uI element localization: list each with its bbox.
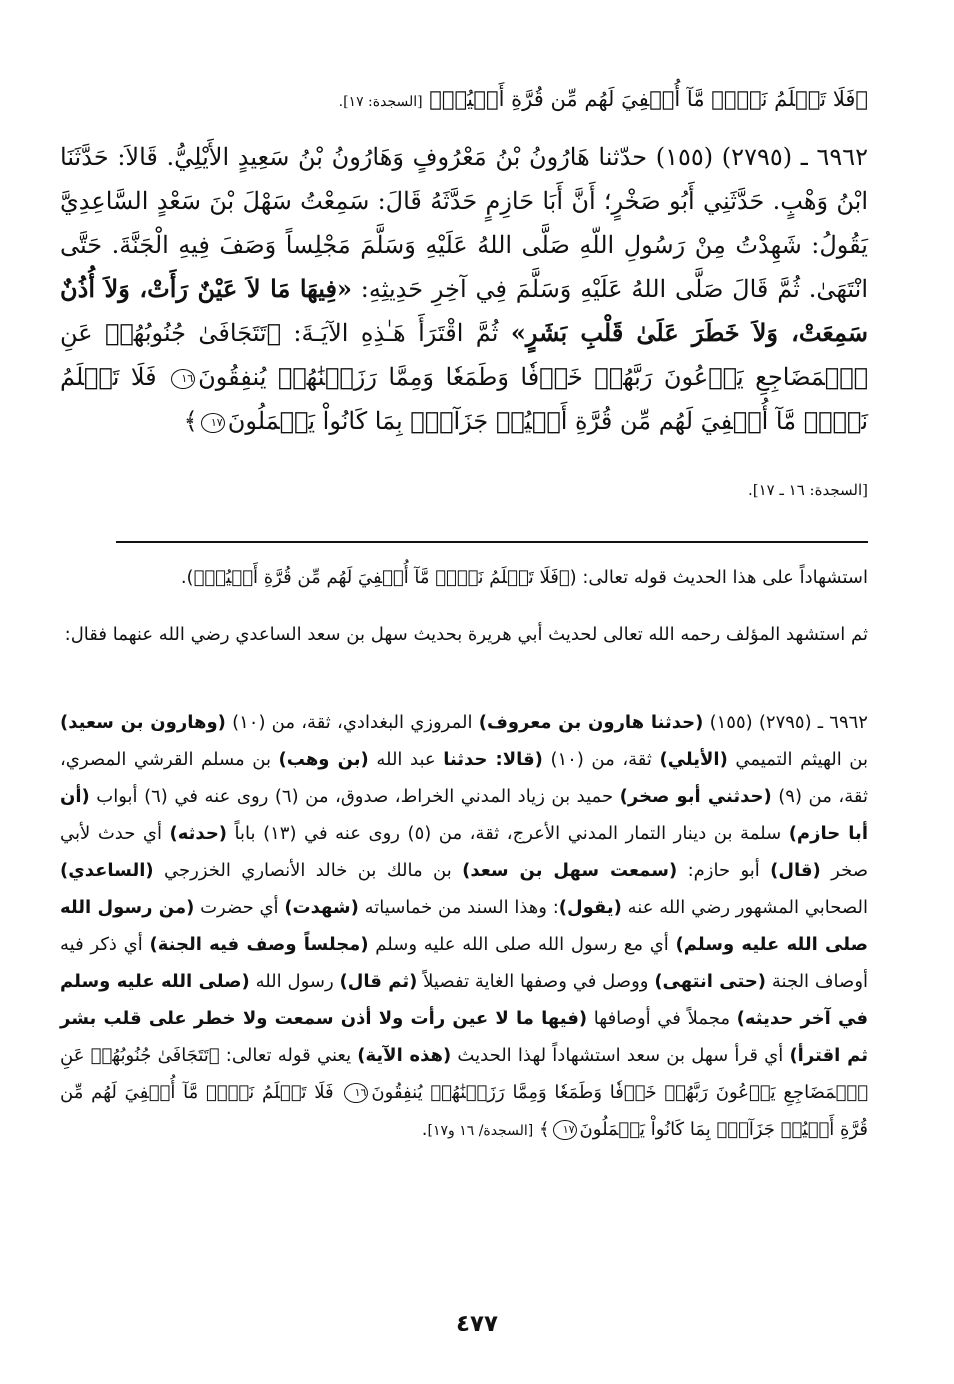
bold-quoted-text: (حتى انتهى): [654, 971, 767, 992]
verse-reference: [السجدة: ١٧].: [338, 94, 423, 110]
bold-quoted-text: (الأيلي): [659, 749, 728, 770]
top-quran-verse: [60, 80, 868, 121]
verse-close-bracket: ﴾: [539, 1119, 550, 1140]
commentary-text: المروزي البغدادي، ثقة، من (١٠): [225, 712, 479, 733]
hadith-continuation: ثُمَّ اقْتَرَأَ هَـٰذِهِ الآيَـةَ:: [293, 319, 499, 347]
quran-verse-b: فَلَا تَعۡلَمُ نَفۡسٞ مَّآ أُخۡفِيَ لَهُم مِّن قُرَّةِ أَعۡيُنٖ جَزَآءَۢ بِمَا كَانُواْ يَعۡمَلُونَ: [60, 363, 868, 435]
commentary-text: أي حدث لأبي صخر: [60, 823, 868, 881]
commentary-intro-1: [60, 559, 868, 596]
ayah-number-marker: ١٧: [201, 413, 225, 433]
bold-quoted-text: (الساعدي): [60, 860, 154, 881]
ayah-number-marker: ١٦: [344, 1083, 368, 1103]
bold-quoted-text: (وهارون بن سعيد): [60, 712, 226, 733]
commentary-text: حميد بن زياد المدني الخراط، صدوق، من (٦) روى عنه في (٦) أبواب: [89, 786, 620, 807]
commentary-text: سلمة بن دينار التمار المدني الأعرج، ثقة، من (٥) روى عنه في (١٣) باباً: [227, 823, 789, 844]
footnote-divider: [116, 541, 868, 543]
hadith-quote: «فِيهَا مَا لاَ عَيْنٌ رَأَتْ، وَلاَ أُذُنٌ سَمِعَتْ، وَلاَ خَطَرَ عَلَىٰ قَلْبِ بَشَرٍ»: [60, 274, 868, 347]
hadith-text: [60, 135, 868, 443]
quran-verse-b: فَلَا تَعۡلَمُ نَفۡسٞ مَّآ أُخۡفِيَ لَهُم مِّن قُرَّةِ أَعۡيُنٖ جَزَآءَۢ بِمَا كَانُواْ يَعۡمَلُونَ: [60, 1082, 868, 1140]
verse-close-bracket: ﴾: [183, 407, 198, 435]
commentary-text: بن مالك بن خالد الأنصاري الخزرجي: [153, 860, 463, 881]
ayah-number-marker: ١٦: [171, 369, 195, 389]
quran-verse-text: ﴿فَلَا تَعۡلَمُ نَفۡسٞ مَّآ أُخۡفِيَ لَهُم مِّن قُرَّةِ أَعۡيُنٖ﴾: [429, 87, 868, 111]
bold-quoted-text: (سمعت سهل بن سعد): [462, 860, 678, 881]
bold-quoted-text: (شهدت): [284, 897, 359, 918]
page-number: ٤٧٧: [455, 1311, 499, 1337]
hadith-verse-reference: [السجدة: ١٦ ـ ١٧].: [747, 481, 868, 499]
commentary-text: ووصل في وصفها الغاية تفصيلاً: [417, 971, 655, 992]
commentary-text: الصحابي المشهور رضي الله عنه: [621, 897, 869, 918]
bold-quoted-text: (ثم قال): [339, 971, 418, 992]
commentary-text: أي مع رسول الله صلى الله عليه وسلم: [368, 934, 676, 955]
commentary-text: أي حضرت: [194, 897, 285, 918]
commentary-text: بن الهيثم التميمي: [727, 749, 868, 770]
commentary-segments: [60, 712, 868, 1066]
end-punctuation: .: [421, 1119, 428, 1140]
bold-quoted-text: (قالا: حدثنا: [443, 749, 543, 770]
bold-quoted-text: (من رسول الله صلى الله عليه وسلم): [60, 897, 869, 955]
bold-quoted-text: (حدثه): [169, 823, 228, 844]
bold-quoted-text: (مجلساً وصف فيه الجنة): [149, 934, 369, 955]
bold-quoted-text: (أن أبا حازم): [60, 786, 868, 844]
commentary-text: أي ذكر فيه أوصاف الجنة: [60, 934, 869, 992]
commentary-body: [60, 704, 868, 1150]
intro-text: استشهاداً على هذا الحديث قوله تعالى: (: [569, 567, 868, 588]
commentary-text: : وهذا السند من خماسياته: [358, 897, 559, 918]
commentary-text: عبد الله: [368, 749, 444, 770]
intro-quran: ﴿فَلَا تَعۡلَمُ نَفۡسٞ مَّآ أُخۡفِيَ لَهُم مِّن قُرَّةِ أَعۡيُنٖ﴾: [193, 567, 570, 588]
commentary-text: رسول الله: [249, 971, 340, 992]
bold-quoted-text: (يقول): [558, 897, 622, 918]
quran-verse-a: ﴿تَتَجَافَىٰ جُنُوبُهُمۡ عَنِ ٱلۡمَضَاجِعِ يَدۡعُونَ رَبَّهُمۡ خَوۡفٗا وَطَمَعٗا وَمِمَّا رَزَقۡنَٰهُمۡ يُنفِقُونَ: [60, 1045, 868, 1103]
bold-quoted-text: (فيها ما لا عين رأت ولا أذن سمعت ولا خطر على قلب بشر ثم اقترأ): [60, 1008, 868, 1066]
quran-verse-a: ﴿تَتَجَافَىٰ جُنُوبُهُمۡ عَنِ ٱلۡمَضَاجِعِ يَدۡعُونَ رَبَّهُمۡ خَوۡفٗا وَطَمَعٗا وَمِمَّا رَزَقۡنَٰهُمۡ يُنفِقُونَ: [60, 319, 868, 391]
hadith-chain: ٦٩٦٢ ـ (٢٧٩٥) (١٥٥) حدّثنا هَارُونُ بْنُ مَعْرُوفٍ وَهَارُونُ بْنُ سَعِيدٍ الأَيْلِيُّ. قَالاَ: حَدَّثَنَا ابْنُ وَهْبٍ. حَدَّثَنِي أَبُو صَخْرٍ؛ أَنَّ أَبَا حَازِمٍ حَدَّثَهُ قَالَ: سَمِعْتُ سَهْلَ بْنَ سَعْدٍ السَّاعِدِيَّ يَقُولُ: شَهِدْتُ مِنْ رَسُولِ اللّهِ صَلَّى اللهُ عَلَيْهِ وَسَلَّمَ مَجْلِساً وَصَفَ فِيهِ الْجَنَّةَ. حَتَّى انْتَهَىٰ. ثُمَّ قَالَ صَلَّى اللهُ عَلَيْهِ وَسَلَّمَ فِي آخِرِ حَدِيثِهِ:: [60, 143, 868, 303]
bold-quoted-text: (بن وهب): [278, 749, 369, 770]
bold-quoted-text: (حدثني أبو صخر): [619, 786, 772, 807]
commentary-text: مجملاً في أوصافها: [587, 1008, 737, 1029]
intro-end: ).: [180, 567, 194, 588]
bold-quoted-text: (هذه الآية): [357, 1045, 452, 1066]
commentary-intro-2: ثم استشهد المؤلف رحمه الله تعالى لحديث أبي هريرة بحديث سهل بن سعد الساعدي رضي الله عنهما فقال:: [64, 624, 868, 645]
commentary-text: أبو حازم:: [677, 860, 771, 881]
commentary-text: بن مسلم القرشي المصري، ثقة، من (٩): [60, 749, 868, 807]
verse-reference: [السجدة/ ١٦ و١٧]: [427, 1123, 534, 1139]
ayah-number-marker: ١٧: [553, 1120, 577, 1140]
commentary-text: يعني قوله تعالى:: [219, 1045, 358, 1066]
commentary-text: ثقة، من (١٠): [542, 749, 660, 770]
bold-quoted-text: (صلى الله عليه وسلم في آخر حديثه): [60, 971, 868, 1029]
bold-quoted-text: (حدثنا هارون بن معروف): [478, 712, 704, 733]
commentary-text: ٦٩٦٢ ـ (٢٧٩٥) (١٥٥): [703, 712, 868, 733]
commentary-text: أي قرأ سهل بن سعد استشهاداً لهذا الحديث: [451, 1045, 790, 1066]
bold-quoted-text: (قال): [770, 860, 821, 881]
